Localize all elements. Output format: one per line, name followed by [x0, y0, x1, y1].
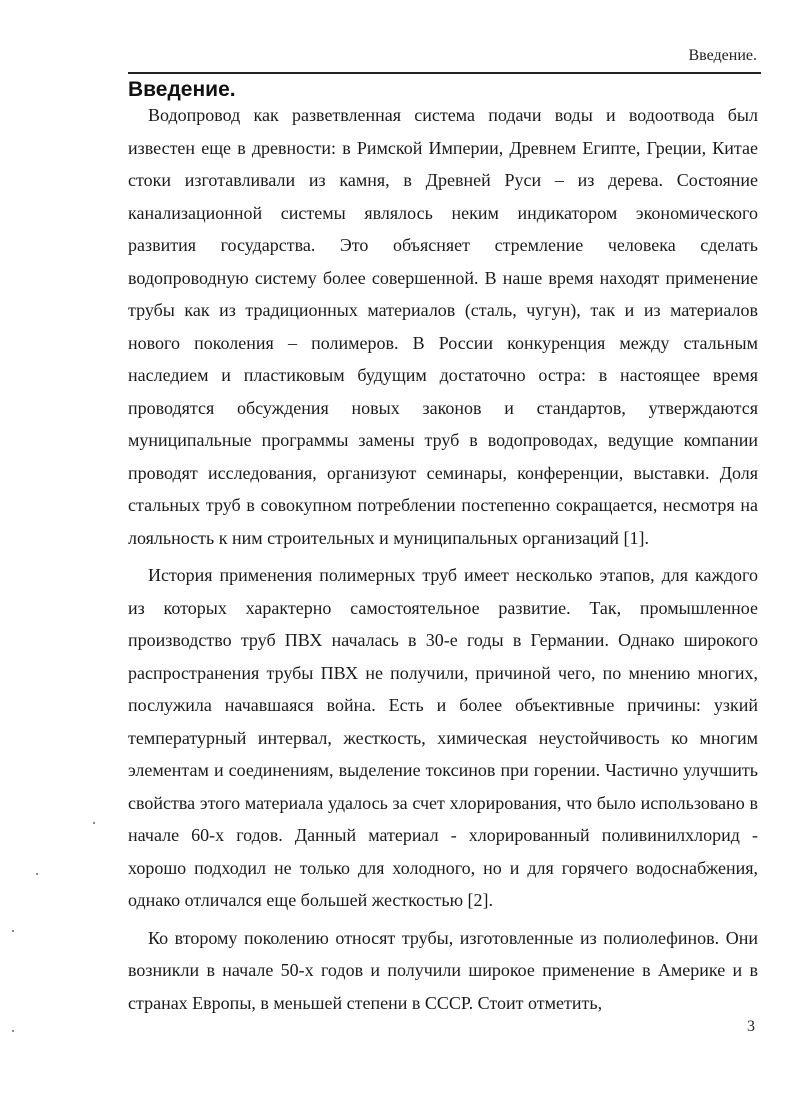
running-header: Введение. — [688, 47, 757, 64]
page-number: 3 — [747, 1018, 755, 1035]
scan-speck — [12, 1030, 14, 1032]
scan-speck — [36, 873, 38, 875]
paragraph: История применения полимерных труб имеет несколько этапов, для каждого из которых характерно самостоятельное развитие. Так, промышленное производство труб ПВХ началась в 30-е годы в Германии. Однако широкого распространения трубы ПВХ не получили, причиной чего, по мнению многих, послужила начавшаяся война. Есть и более объективные причины: узкий температурный интервал, жесткость, химическая неустойчивость ко многим элементам и соединениям, выделение токсинов при горении. Частично улучшить свойства этого материала удалось за счет хлорирования, что было использовано в начале 60-х годов. Данный материал - хлорированный поливинилхлорид - хорошо подходил не только для холодного, но и для горячего водоснабжения, однако отличался еще большей жесткостью [2]. — [128, 565, 758, 910]
paragraph: Водопровод как разветвленная система подачи воды и водоотвода был известен еще в древности: в Римской Империи, Древнем Египте, Греции, Китае стоки изготавливали из камня, в Древней Руси – из дерева. Состояние канализационной системы являлось неким индикатором экономического развития государства. Это объясняет стремление человека сделать водопроводную систему более совершенной. В наше время находят применение трубы как из традиционных материалов (сталь, чугун), так и из материалов нового поколения – полимеров. В России конкуренция между стальным наследием и пластиковым будущим достаточно остра: в настоящее время проводятся обсуждения новых законов и стандартов, утверждаются муниципальные программы замены труб в водопроводах, ведущие компании проводят исследования, организуют семинары, конференции, выставки. Доля стальных труб в совокупном потреблении постепенно сокращается, несмотря на лояльность к ним строительных и муниципальных организаций [1]. — [128, 105, 758, 548]
paragraph: Ко второму поколению относят трубы, изготовленные из полиолефинов. Они возникли в начале 50-х годов и получили широкое применение в Америке и в странах Европы, в меньшей степени в СССР. Стоит отметить, — [128, 927, 758, 1013]
scan-speck — [12, 930, 14, 932]
header-rule — [128, 72, 761, 74]
section-heading: Введение. — [128, 78, 236, 101]
body-text — [128, 99, 758, 1019]
scan-speck — [93, 822, 95, 824]
